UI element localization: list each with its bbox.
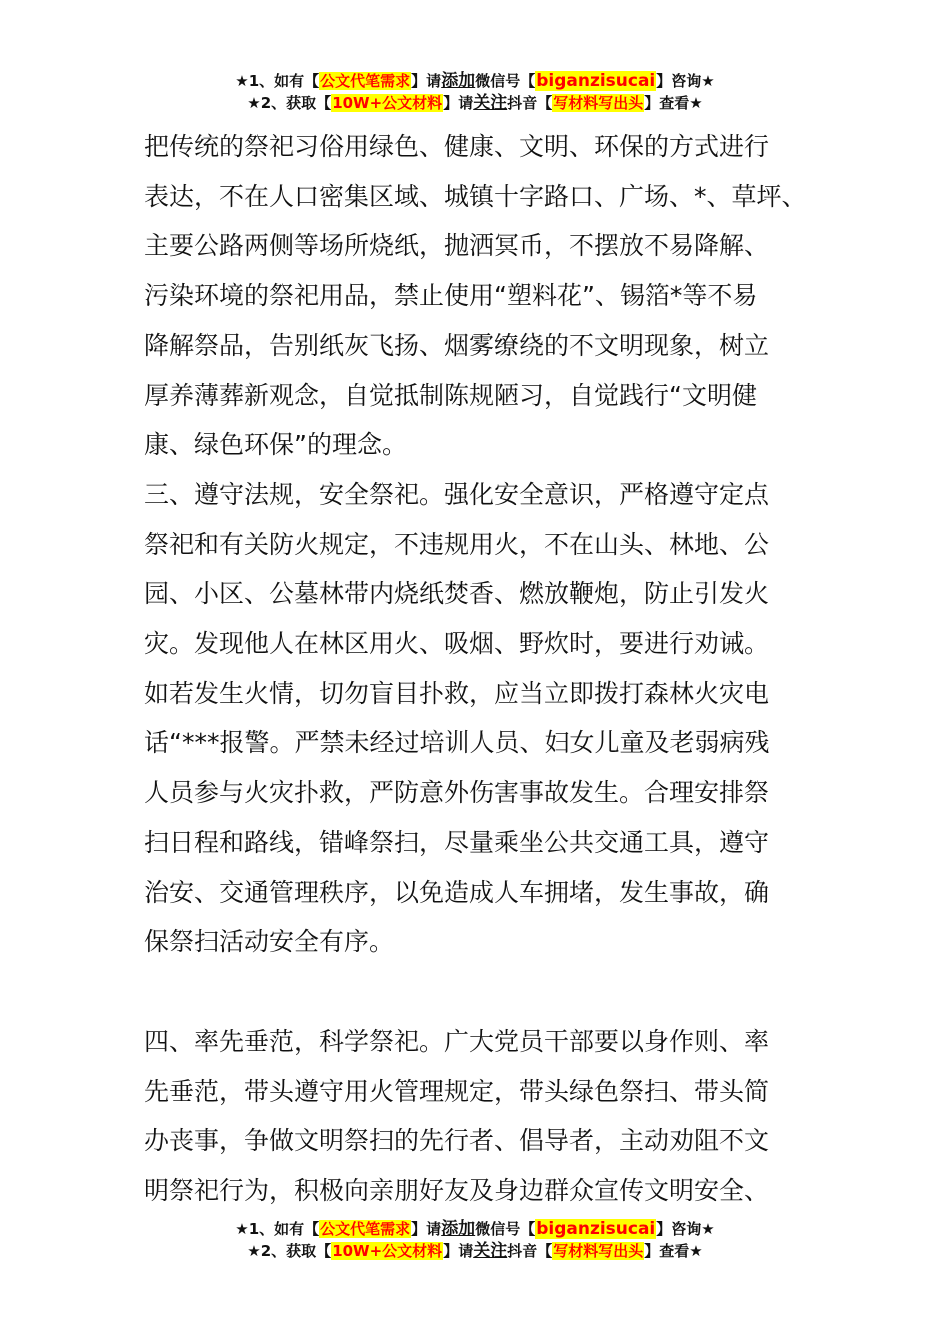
text-line: 保祭扫活动安全有序。 (144, 927, 395, 957)
text-line: 先垂范，带头遵守用火管理规定，带头绿色祭扫、带头简 (144, 1076, 770, 1106)
banner-emphasis: 关注 (473, 1241, 508, 1261)
banner-text: 】请 (411, 72, 442, 90)
text-line: 人员参与火灾扑救，严防意外伤害事故发生。合理安排祭 (144, 778, 770, 808)
banner-highlight: 10W+公文材料 (332, 1242, 443, 1260)
text-line: 祭祀和有关防火规定，不违规用火，不在山头、林地、公 (144, 529, 770, 559)
banner-text: 】咨询★ (656, 72, 715, 90)
banner-text: ★2、获取【 (247, 1242, 332, 1260)
banner-text: 抖音【 (507, 94, 553, 112)
banner-text: ★1、如有【 (235, 72, 320, 90)
text-line: 如若发生火情，切勿盲目扑救，应当立即拨打森林火灾电 (144, 678, 770, 708)
header-banner (0, 70, 950, 114)
text-line: 话“***报警。严禁未经过培训人员、妇女儿童及老弱病残 (144, 728, 770, 758)
banner-text: 】请 (443, 1242, 474, 1260)
banner-emphasis: 添加 (441, 1219, 476, 1239)
text-line: 主要公路两侧等场所烧纸，抛洒冥币，不摆放不易降解、 (144, 231, 770, 261)
text-line: 把传统的祭祀习俗用绿色、健康、文明、环保的方式进行 (144, 132, 770, 161)
paragraph-spacer (144, 967, 834, 1017)
banner-text: 】咨询★ (656, 1220, 715, 1238)
text-line: 明祭祀行为，积极向亲朋好友及身边群众宣传文明安全、 (144, 1176, 770, 1206)
banner-highlight: 写材料写出头 (553, 1242, 644, 1260)
banner-text: 】查看★ (644, 1242, 703, 1260)
banner-highlight: biganzisucai (536, 71, 656, 91)
text-line: 园、小区、公墓林带内烧纸焚香、燃放鞭炮，防止引发火 (144, 579, 770, 609)
banner-line-1 (0, 1218, 950, 1240)
document-body (144, 122, 834, 1216)
paragraph-2 (144, 470, 834, 967)
banner-highlight: 公文代笔需求 (320, 1220, 411, 1238)
text-line: 四、率先垂范，科学祭祀。广大党员干部要以身作则、率 (144, 1026, 770, 1056)
paragraph-3 (144, 1017, 834, 1216)
text-line: 表达，不在人口密集区域、城镇十字路口、广场、*、草坪、 (144, 181, 807, 211)
banner-text: ★2、获取【 (247, 94, 332, 112)
banner-emphasis: 关注 (473, 93, 508, 113)
footer-banner (0, 1218, 950, 1262)
text-line: 办丧事，争做文明祭扫的先行者、倡导者，主动劝阻不文 (144, 1126, 770, 1156)
text-line: 三、遵守法规，安全祭祀。强化安全意识，严格遵守定点 (144, 479, 770, 509)
paragraph-1 (144, 122, 834, 470)
banner-highlight: 写材料写出头 (553, 94, 644, 112)
text-line: 污染环境的祭祀用品，禁止使用“塑料花”、锡箔*等不易 (144, 281, 758, 311)
banner-text: 微信号【 (475, 72, 536, 90)
text-line: 灾。发现他人在林区用火、吸烟、野炊时，要进行劝诫。 (144, 629, 770, 659)
banner-text: 】请 (411, 1220, 442, 1238)
banner-line-2 (0, 1240, 950, 1262)
banner-line-1 (0, 70, 950, 92)
banner-highlight: biganzisucai (536, 1219, 656, 1239)
banner-text: 】查看★ (644, 94, 703, 112)
text-line: 降解祭品，告别纸灰飞扬、烟雾缭绕的不文明现象，树立 (144, 330, 770, 360)
banner-text: 】请 (443, 94, 474, 112)
text-line: 厚养薄葬新观念，自觉抵制陈规陋习，自觉践行“文明健 (144, 380, 757, 410)
banner-text: ★1、如有【 (235, 1220, 320, 1238)
text-line: 治安、交通管理秩序，以免造成人车拥堵，发生事故，确 (144, 877, 770, 907)
banner-highlight: 公文代笔需求 (320, 72, 411, 90)
text-line: 康、绿色环保”的理念。 (144, 430, 407, 460)
banner-text: 微信号【 (475, 1220, 536, 1238)
banner-line-2 (0, 92, 950, 114)
banner-highlight: 10W+公文材料 (332, 94, 443, 112)
banner-emphasis: 添加 (441, 71, 476, 91)
text-line: 扫日程和路线，错峰祭扫，尽量乘坐公共交通工具，遵守 (144, 827, 770, 857)
banner-text: 抖音【 (507, 1242, 553, 1260)
